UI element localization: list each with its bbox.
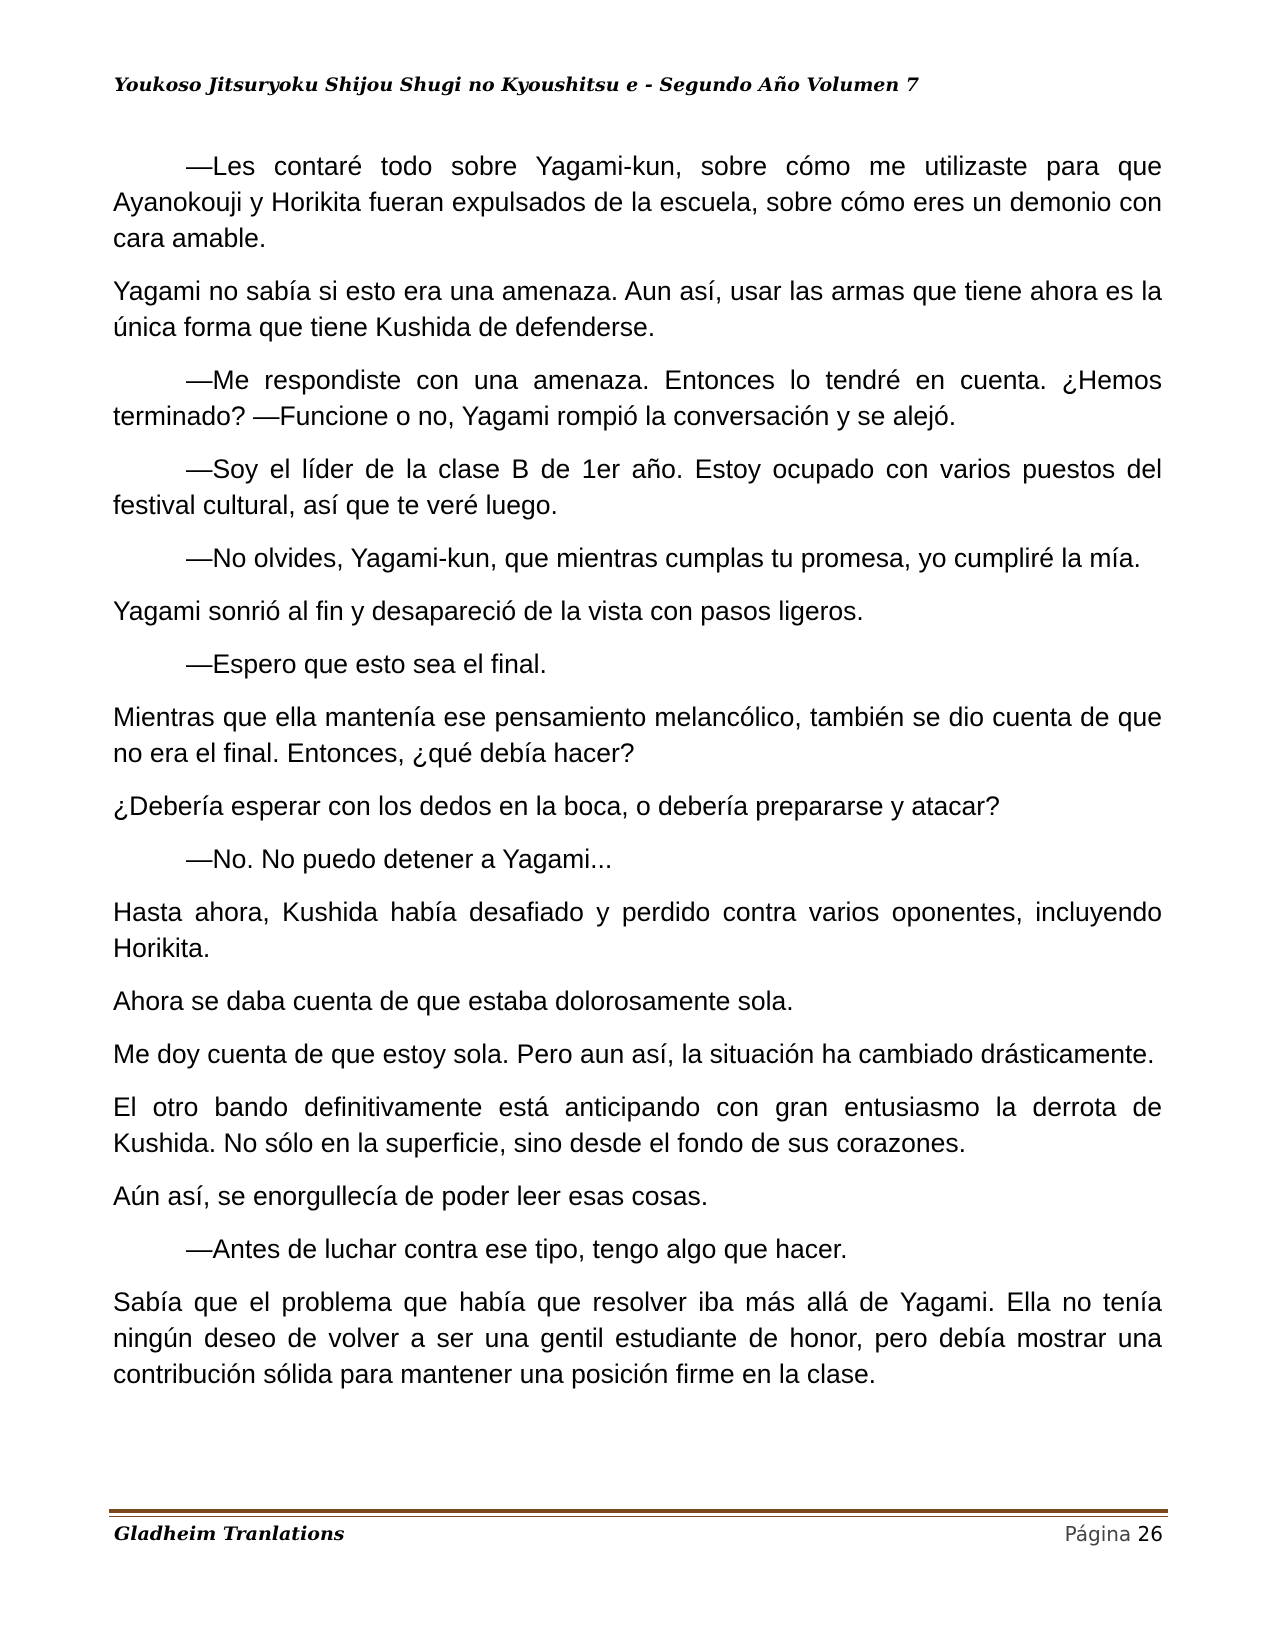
paragraph: Mientras que ella mantenía ese pensamiento melancólico, también se dio cuenta de que no era el final. Entonces, ¿qué debía hacer? (113, 702, 1162, 768)
paragraph: El otro bando definitivamente está anticipando con gran entusiasmo la derrota de Kushida. No sólo en la superficie, sino desde el fondo de sus corazones. (113, 1092, 1162, 1158)
header-title: Youkoso Jitsuryoku Shijou Shugi no Kyoushitsu e - Segundo Año Volumen 7 (114, 74, 920, 96)
paragraph: —Antes de luchar contra ese tipo, tengo algo que hacer. (186, 1234, 848, 1264)
paragraph: —Me respondiste con una amenaza. Entonces lo tendré en cuenta. ¿Hemos terminado? —Funcione o no, Yagami rompió la conversación y se alejó. (113, 365, 1162, 431)
paragraph: Sabía que el problema que había que resolver iba más allá de Yagami. Ella no tenía ningún deseo de volver a ser una gentil estudiante de honor, pero debía mostrar una contribución sólida para mantener una posición firme en la clase. (113, 1287, 1162, 1389)
paragraph: ¿Debería esperar con los dedos en la boca, o debería prepararse y atacar? (113, 791, 1000, 821)
paragraph: —No olvides, Yagami-kun, que mientras cumplas tu promesa, yo cumpliré la mía. (186, 543, 1141, 573)
paragraph: Me doy cuenta de que estoy sola. Pero aun así, la situación ha cambiado drásticamente. (113, 1039, 1155, 1069)
page-number-block (1065, 1522, 1163, 1546)
paragraph: —No. No puedo detener a Yagami... (186, 844, 613, 874)
page-number: 26 (1137, 1522, 1163, 1546)
footer-divider-thin (109, 1516, 1168, 1517)
paragraph: —Espero que esto sea el final. (186, 649, 547, 679)
page-label: Página (1064, 1522, 1132, 1546)
paragraph: Aún así, se enorgullecía de poder leer esas cosas. (113, 1181, 709, 1211)
body-text (113, 148, 1162, 1409)
paragraph: —Les contaré todo sobre Yagami-kun, sobre cómo me utilizaste para que Ayanokouji y Horikita fueran expulsados de la escuela, sobre cómo eres un demonio con cara amable. (113, 151, 1162, 253)
paragraph: Ahora se daba cuenta de que estaba dolorosamente sola. (113, 986, 794, 1016)
paragraph: Hasta ahora, Kushida había desafiado y perdido contra varios oponentes, incluyendo Horikita. (113, 897, 1162, 963)
paragraph: Yagami sonrió al fin y desapareció de la vista con pasos ligeros. (113, 596, 864, 626)
paragraph: Yagami no sabía si esto era una amenaza. Aun así, usar las armas que tiene ahora es la única forma que tiene Kushida de defenderse. (113, 276, 1162, 342)
footer-credit: Gladheim Tranlations (114, 1523, 345, 1545)
paragraph: —Soy el líder de la clase B de 1er año. Estoy ocupado con varios puestos del festival cultural, así que te veré luego. (113, 454, 1162, 520)
footer-divider (109, 1509, 1168, 1513)
